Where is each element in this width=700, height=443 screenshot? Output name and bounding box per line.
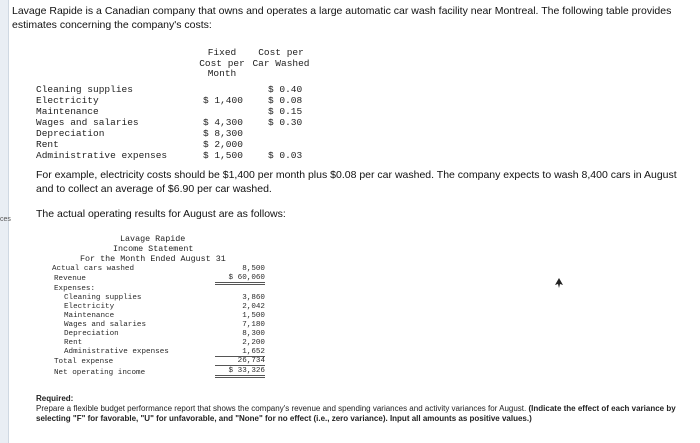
cost-row-fixed: $ 4,300	[203, 117, 243, 128]
cost-row-name: Maintenance	[36, 106, 99, 117]
total-expense-label: Total expense	[54, 358, 114, 366]
net-income-label: Net operating income	[54, 369, 146, 377]
cost-row-name: Cleaning supplies	[36, 84, 133, 95]
revenue-label: Revenue	[54, 275, 86, 283]
expense-value: 1,652	[215, 348, 265, 357]
cost-row-name: Wages and salaries	[36, 117, 139, 128]
problem-intro: Lavage Rapide is a Canadian company that owns and operates a large automatic car wash facility near Montreal. The following table provides estimates concerning the company's costs:	[12, 5, 672, 31]
cost-row-fixed: $ 1,400	[203, 95, 243, 106]
actual-results-intro: The actual operating results for August are as follows:	[36, 208, 286, 220]
net-income-value: $ 33,326	[215, 367, 265, 378]
cost-row-name: Electricity	[36, 95, 99, 106]
cost-row-variable: $ 0.03	[268, 150, 303, 161]
expense-label: Wages and salaries	[64, 321, 147, 329]
variable-header-line: Cost per	[258, 47, 304, 58]
expense-value: 8,300	[242, 330, 265, 338]
statement-period: For the Month Ended August 31	[80, 254, 226, 264]
fixed-header-line: Month	[207, 68, 237, 80]
cost-row-fixed: $ 1,500	[203, 150, 243, 161]
cost-row-fixed: $ 2,000	[203, 139, 243, 150]
expense-label: Maintenance	[64, 312, 115, 320]
expenses-label: Expenses:	[54, 285, 96, 293]
cost-row-name: Depreciation	[36, 128, 105, 139]
actual-cars-value: 8,500	[242, 265, 265, 273]
expense-value: 3,860	[242, 294, 265, 302]
expense-label: Rent	[64, 339, 83, 347]
expense-label: Electricity	[64, 303, 115, 311]
statement-title: Income Statement	[113, 244, 194, 254]
expense-label: Administrative expenses	[64, 348, 169, 356]
side-tab-label: ces	[0, 216, 11, 223]
total-expense-value: 26,734	[215, 357, 265, 366]
expense-value: 1,500	[242, 312, 265, 320]
cost-row-variable: $ 0.40	[268, 84, 303, 95]
expense-label: Cleaning supplies	[64, 294, 142, 302]
cost-row-name: Administrative expenses	[36, 150, 168, 161]
cost-row-name: Rent	[36, 139, 59, 150]
expense-value: 7,180	[242, 321, 265, 329]
required-text: Prepare a flexible budget performance report that shows the company's revenue and spending variances and activity variances for August.	[36, 404, 527, 413]
cost-row-variable: $ 0.15	[268, 106, 303, 117]
cost-row-fixed: $ 8,300	[203, 128, 243, 139]
variable-header-line: Car Washed	[252, 57, 310, 69]
variable-cost-header	[250, 48, 312, 69]
cost-row-variable: $ 0.08	[268, 95, 303, 106]
fixed-header-line: Fixed	[207, 47, 237, 58]
actual-cars-label: Actual cars washed	[52, 265, 135, 273]
required-instructions: (Indicate the effect of each variance by selecting "F" for favorable, "U" for unfavorable, and "None" for no effect (i.e., zero variance). Input all amounts as positive values.)	[36, 404, 676, 423]
revenue-value: $ 60,060	[215, 274, 265, 285]
cost-row-variable: $ 0.30	[268, 117, 303, 128]
mouse-cursor-icon	[554, 278, 564, 288]
expense-label: Depreciation	[64, 330, 119, 338]
statement-company: Lavage Rapide	[120, 234, 186, 244]
required-section	[36, 394, 696, 424]
example-paragraph: For example, electricity costs should be $1,400 per month plus $0.08 per car washed. The company expects to wash 8,400 cars in August and to collect an average of $6.90 per car washed.	[36, 169, 677, 195]
fixed-cost-header	[196, 48, 248, 80]
fixed-header-line: Cost per	[199, 57, 245, 69]
expense-value: 2,200	[242, 339, 265, 347]
expense-value: 2,042	[242, 303, 265, 311]
required-heading: Required:	[36, 394, 74, 403]
